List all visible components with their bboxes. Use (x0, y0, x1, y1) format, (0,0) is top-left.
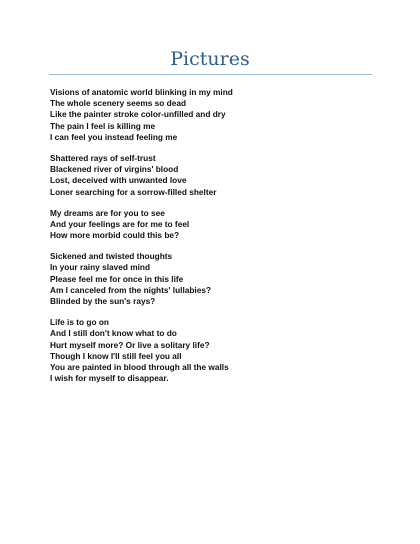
poem-line: Blackened river of virgins' blood (50, 164, 179, 175)
poem-line: Life is to go on (50, 317, 109, 328)
poem-line: Lost, deceived with unwanted love (50, 175, 187, 186)
poem-line: Shattered rays of self-trust (50, 152, 156, 163)
poem-line: The whole scenery seems so dead (50, 98, 187, 109)
poem-line: And your feelings are for me to feel (50, 218, 190, 229)
poem-line: Like the painter stroke color-unfilled and dry (50, 109, 226, 120)
poem-line: Hurt myself more? Or live a solitary life? (50, 339, 210, 350)
stanza-5 (50, 317, 380, 384)
poem-line: And I still don't know what to do (50, 328, 177, 339)
poem-line: Am I canceled from the nights' lullabies? (50, 284, 212, 295)
poem-line: I wish for myself to disappear. (50, 373, 169, 384)
poem-line: My dreams are for you to see (50, 207, 165, 218)
stanza-4 (50, 251, 380, 307)
poem-line: In your rainy slaved mind (50, 262, 151, 273)
stanza-2 (50, 153, 380, 198)
title-divider (49, 74, 372, 75)
poem-line: Though I know I'll still feel you all (50, 350, 182, 361)
poem-line: Loner searching for a sorrow-filled shelter (50, 186, 217, 197)
poem-line: Blinded by the sun's rays? (50, 296, 156, 306)
stanza-1 (50, 87, 380, 143)
poem-body (50, 87, 380, 394)
poem-line: I can feel you instead feeling me (50, 131, 178, 142)
stanza-3 (50, 208, 380, 242)
poem-line: Visions of anatomic world blinking in my mind (50, 87, 233, 97)
poem-line: You are painted in blood through all the walls (50, 361, 229, 372)
poem-line: How more morbid could this be? (50, 230, 180, 241)
poem-title: Pictures (170, 48, 250, 70)
poem-line: Please feel me for once in this life (50, 273, 184, 284)
poem-line: The pain I feel is killing me (50, 120, 156, 131)
poem-line: Sickened and twisted thoughts (50, 251, 173, 262)
